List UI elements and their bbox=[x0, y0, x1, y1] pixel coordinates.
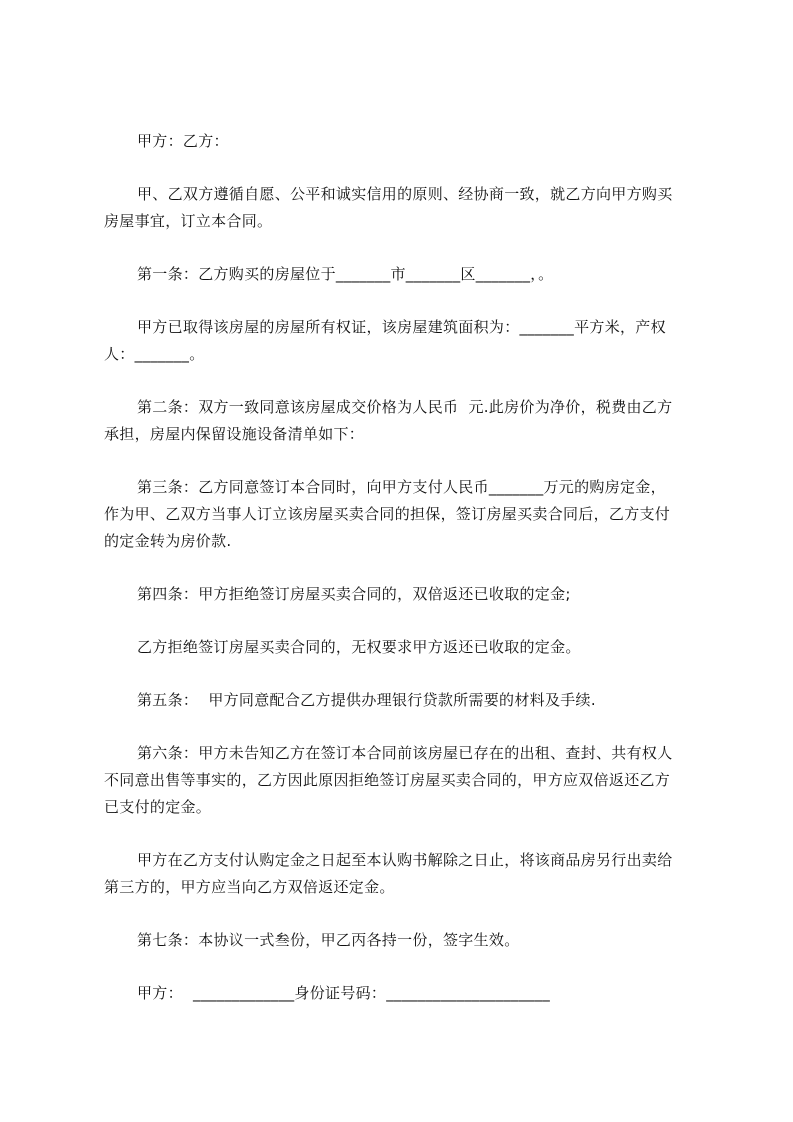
party-header: 甲方：乙方： bbox=[137, 132, 229, 150]
article-6-line-3: 已支付的定金。 bbox=[104, 798, 212, 816]
article-3-line-1: 第三条：乙方同意签订本合同时，向甲方支付人民币_______万元的购房定金， bbox=[137, 478, 666, 496]
article-4-line-1: 第四条：甲方拒绝签订房屋买卖合同的，双倍返还已收取的定金; bbox=[137, 585, 571, 603]
ownership-line-2: 人：_______。 bbox=[104, 345, 205, 363]
article-3-line-2: 作为甲、乙双方当事人订立该房屋买卖合同的担保，签订房屋买卖合同后，乙方支付 bbox=[104, 505, 671, 523]
article-7: 第七条：本协议一式叁份，甲乙丙各持一份，签字生效。 bbox=[137, 931, 520, 949]
ownership-line-1: 甲方已取得该房屋的房屋所有权证，该房屋建筑面积为：_______平方米，产权 bbox=[137, 318, 666, 336]
article-6-line-2: 不同意出售等事实的，乙方因此原因拒绝签订房屋买卖合同的，甲方应双倍返还乙方 bbox=[104, 771, 671, 789]
preamble-line-2: 房屋事宜，订立本合同。 bbox=[104, 212, 273, 230]
article-5: 第五条： 甲方同意配合乙方提供办理银行贷款所需要的材料及手续. bbox=[137, 691, 596, 709]
article-2-line-1: 第二条：双方一致同意该房屋成交价格为人民币 元.此房价为净价，税费由乙方 bbox=[137, 398, 673, 416]
resale-clause-line-1: 甲方在乙方支付认购定金之日起至本认购书解除之日止，将该商品房另行出卖给 bbox=[137, 851, 673, 869]
article-4-line-2: 乙方拒绝签订房屋买卖合同的，无权要求甲方返还已收取的定金。 bbox=[137, 638, 581, 656]
resale-clause-line-2: 第三方的，甲方应当向乙方双倍返还定金。 bbox=[104, 878, 395, 896]
article-3-line-3: 的定金转为房价款. bbox=[104, 532, 232, 550]
article-6-line-1: 第六条：甲方未告知乙方在签订本合同前该房屋已存在的出租、查封、共有权人 bbox=[137, 744, 673, 762]
article-1: 第一条：乙方购买的房屋位于_______市_______区_______，。 bbox=[137, 265, 554, 283]
preamble-line-1: 甲、乙双方遵循自愿、公平和诚实信用的原则、经协商一致，就乙方向甲方购买 bbox=[137, 185, 673, 203]
article-2-line-2: 承担，房屋内保留设施设备清单如下： bbox=[104, 425, 365, 443]
signature-line: 甲方： _____________身份证号码：_____________________ bbox=[137, 984, 551, 1002]
